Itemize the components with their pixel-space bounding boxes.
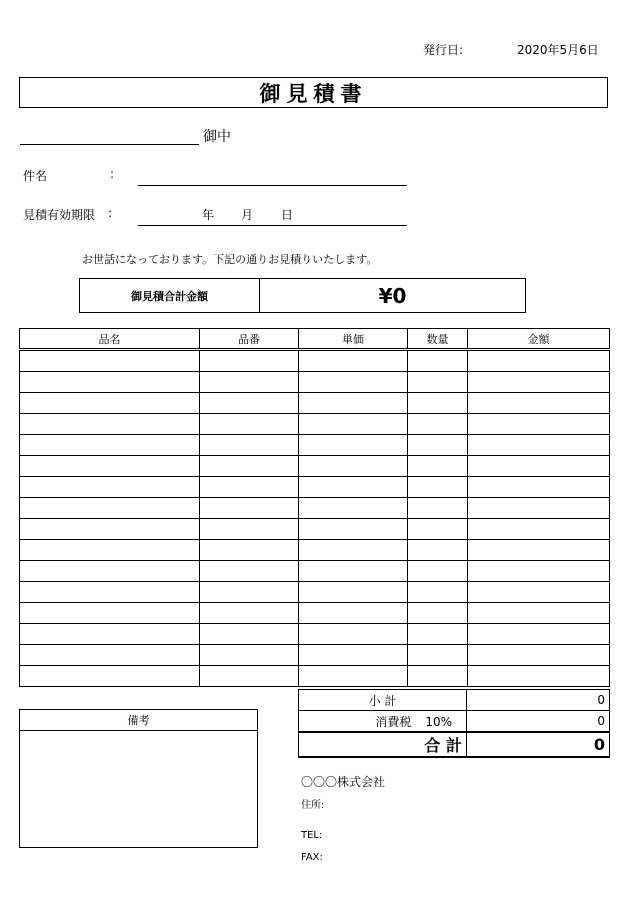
table-row: [20, 603, 610, 624]
item-name-cell[interactable]: [20, 603, 200, 624]
unit-price-cell[interactable]: [299, 624, 408, 645]
table-row: [20, 519, 610, 540]
quantity-cell[interactable]: [408, 603, 468, 624]
quantity-cell[interactable]: [408, 582, 468, 603]
subject-label: 件名: [23, 169, 48, 183]
item-number-cell[interactable]: [200, 645, 299, 666]
tax-row: [299, 711, 610, 733]
table-row: [20, 435, 610, 456]
amount-cell[interactable]: [468, 603, 610, 624]
amount-cell[interactable]: [468, 519, 610, 540]
item-name-cell[interactable]: [20, 582, 200, 603]
tax-rate: 10%: [425, 714, 452, 729]
item-number-cell[interactable]: [200, 435, 299, 456]
item-name-cell[interactable]: [20, 477, 200, 498]
amount-cell[interactable]: [468, 498, 610, 519]
unit-price-cell[interactable]: [299, 519, 408, 540]
amount-cell[interactable]: [468, 350, 610, 372]
recipient-name-field[interactable]: [20, 144, 199, 145]
amount-cell[interactable]: [468, 477, 610, 498]
item-number-cell[interactable]: [200, 414, 299, 435]
unit-price-cell[interactable]: [299, 666, 408, 687]
item-number-cell[interactable]: [200, 603, 299, 624]
amount-cell[interactable]: [468, 540, 610, 561]
quantity-cell[interactable]: [408, 540, 468, 561]
item-name-cell[interactable]: [20, 561, 200, 582]
amount-cell[interactable]: [468, 561, 610, 582]
quantity-cell[interactable]: [408, 435, 468, 456]
table-row: [20, 498, 610, 519]
table-row: [20, 414, 610, 435]
issue-date[interactable]: 2020年5月6日: [517, 43, 599, 57]
item-name-cell[interactable]: [20, 645, 200, 666]
quantity-cell[interactable]: [408, 414, 468, 435]
summary-table: [298, 689, 610, 758]
subtotal-row: [299, 690, 610, 711]
unit-price-cell[interactable]: [299, 435, 408, 456]
col-item-name: 品名: [20, 329, 200, 350]
subject-field[interactable]: [138, 185, 407, 186]
quantity-cell[interactable]: [408, 666, 468, 687]
amount-cell[interactable]: [468, 624, 610, 645]
table-row: [20, 624, 610, 645]
amount-cell[interactable]: [468, 666, 610, 687]
table-row: [20, 456, 610, 477]
col-unit-price: 単価: [299, 329, 408, 350]
grand-total-value: 0: [467, 732, 610, 757]
company-fax-label: FAX:: [301, 852, 323, 863]
table-row: [20, 393, 610, 414]
quantity-cell[interactable]: [408, 456, 468, 477]
greeting-text: お世話になっております。下記の通りお見積りいたします。: [82, 253, 378, 266]
table-row: [20, 540, 610, 561]
unit-price-cell[interactable]: [299, 393, 408, 414]
unit-price-cell[interactable]: [299, 456, 408, 477]
amount-cell[interactable]: [468, 372, 610, 393]
unit-price-cell[interactable]: [299, 477, 408, 498]
quantity-cell[interactable]: [408, 372, 468, 393]
remarks-box[interactable]: [19, 709, 258, 848]
unit-price-cell[interactable]: [299, 540, 408, 561]
table-row: [20, 350, 610, 372]
quantity-cell[interactable]: [408, 519, 468, 540]
item-number-cell[interactable]: [200, 624, 299, 645]
item-number-cell[interactable]: [200, 582, 299, 603]
items-body: [20, 350, 610, 687]
tax-value: 0: [467, 711, 610, 733]
table-row: [20, 645, 610, 666]
amount-cell[interactable]: [468, 645, 610, 666]
document-title: 御見積書: [19, 77, 608, 108]
item-number-cell[interactable]: [200, 561, 299, 582]
table-row: [20, 477, 610, 498]
grand-total-row: [299, 732, 610, 757]
amount-cell[interactable]: [468, 435, 610, 456]
quantity-cell[interactable]: [408, 561, 468, 582]
item-name-cell[interactable]: [20, 435, 200, 456]
item-number-cell[interactable]: [200, 498, 299, 519]
issue-date-label: 発行日:: [423, 43, 464, 57]
item-name-cell[interactable]: [20, 519, 200, 540]
subtotal-label: 小 計: [299, 690, 467, 711]
table-row: [20, 372, 610, 393]
unit-price-cell[interactable]: [299, 414, 408, 435]
validity-year: 年: [202, 208, 215, 222]
unit-price-cell[interactable]: [299, 582, 408, 603]
tax-label: 消費税: [375, 714, 412, 729]
quantity-cell[interactable]: [408, 350, 468, 372]
amount-cell[interactable]: [468, 414, 610, 435]
unit-price-cell[interactable]: [299, 603, 408, 624]
subtotal-value: 0: [467, 690, 610, 711]
item-name-cell[interactable]: [20, 540, 200, 561]
recipient-suffix: 御中: [203, 129, 231, 145]
validity-field[interactable]: [138, 225, 407, 226]
estimate-total-value: ¥0: [378, 283, 407, 308]
col-amount: 金額: [468, 329, 610, 350]
table-row: [20, 582, 610, 603]
item-name-cell[interactable]: [20, 498, 200, 519]
grand-total-label: 合 計: [299, 732, 467, 757]
company-name: 〇〇〇株式会社: [301, 775, 386, 789]
table-row: [20, 666, 610, 687]
col-item-number: 品番: [200, 329, 299, 350]
item-name-cell[interactable]: [20, 666, 200, 687]
item-name-cell[interactable]: [20, 372, 200, 393]
validity-colon: :: [108, 206, 113, 220]
item-number-cell[interactable]: [200, 372, 299, 393]
item-number-cell[interactable]: [200, 519, 299, 540]
quantity-cell[interactable]: [408, 477, 468, 498]
validity-month: 月: [241, 208, 254, 222]
company-address-label: 住所:: [301, 800, 325, 811]
items-table: [19, 328, 610, 687]
validity-label: 見積有効期限: [23, 208, 96, 222]
table-row: [20, 561, 610, 582]
item-number-cell[interactable]: [200, 540, 299, 561]
unit-price-cell[interactable]: [299, 498, 408, 519]
item-number-cell[interactable]: [200, 350, 299, 372]
unit-price-cell[interactable]: [299, 561, 408, 582]
item-number-cell[interactable]: [200, 666, 299, 687]
item-number-cell[interactable]: [200, 393, 299, 414]
amount-cell[interactable]: [468, 393, 610, 414]
validity-day: 日: [281, 208, 294, 222]
item-number-cell[interactable]: [200, 456, 299, 477]
quantity-cell[interactable]: [408, 645, 468, 666]
col-quantity: 数量: [408, 329, 468, 350]
tax-label-cell: [299, 711, 467, 733]
amount-cell[interactable]: [468, 456, 610, 477]
item-number-cell[interactable]: [200, 477, 299, 498]
remarks-label: 備考: [20, 710, 257, 731]
unit-price-cell[interactable]: [299, 645, 408, 666]
item-name-cell[interactable]: [20, 624, 200, 645]
company-tel-label: TEL:: [301, 830, 323, 841]
item-name-cell[interactable]: [20, 456, 200, 477]
amount-cell[interactable]: [468, 582, 610, 603]
quantity-cell[interactable]: [408, 393, 468, 414]
items-header-row: [20, 329, 610, 350]
estimate-total-box: [79, 278, 526, 313]
quantity-cell[interactable]: [408, 498, 468, 519]
unit-price-cell[interactable]: [299, 372, 408, 393]
estimate-total-label: 御見積合計金額: [80, 279, 260, 312]
item-name-cell[interactable]: [20, 393, 200, 414]
item-name-cell[interactable]: [20, 350, 200, 372]
quantity-cell[interactable]: [408, 624, 468, 645]
subject-colon: :: [110, 167, 115, 181]
unit-price-cell[interactable]: [299, 350, 408, 372]
item-name-cell[interactable]: [20, 414, 200, 435]
